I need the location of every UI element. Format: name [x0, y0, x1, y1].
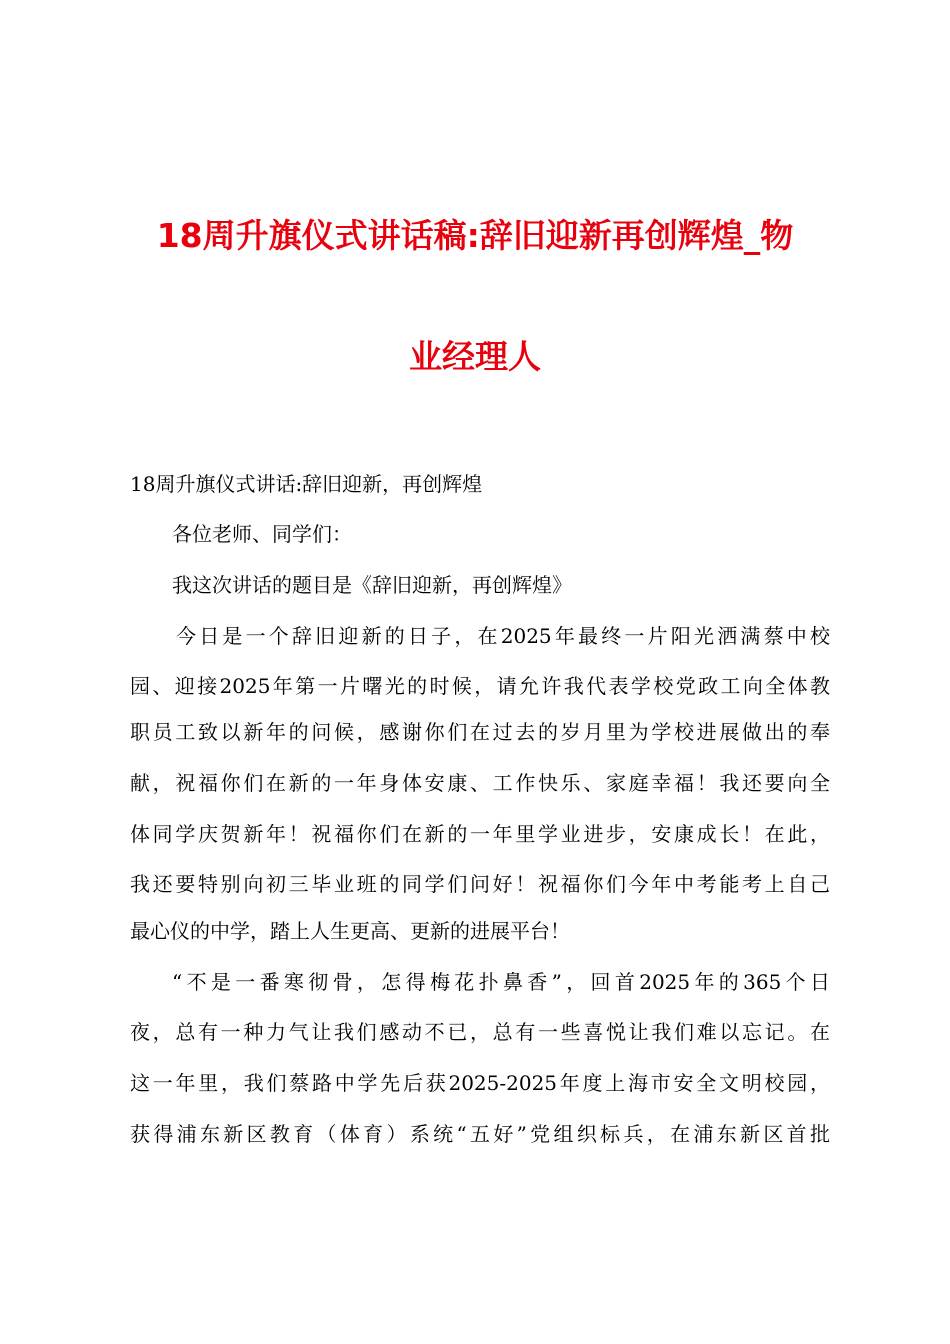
speech-topic: 我这次讲话的题目是《辞旧迎新，再创辉煌》: [172, 573, 572, 597]
document-title-line-2: 业经理人: [409, 337, 541, 376]
paragraph-1-line: 我还要特别向初三毕业班的同学们问好！祝福你们今年中考能考上自己: [130, 872, 830, 896]
paragraph-2-line: 这一年里，我们蔡路中学先后获2025-2025年度上海市安全文明校园，: [130, 1071, 830, 1095]
paragraph-2-line: 获得浦东新区教育（体育）系统“五好”党组织标兵，在浦东新区首批: [130, 1122, 830, 1146]
paragraph-1-line: 职员工致以新年的问候，感谢你们在过去的岁月里为学校进展做出的奉: [130, 720, 830, 744]
paragraph-1-line: 献，祝福你们在新的一年身体安康、工作快乐、家庭幸福！我还要向全: [130, 771, 830, 795]
paragraph-2-line: “不是一番寒彻骨，怎得梅花扑鼻香”，回首2025年的365个日: [172, 970, 830, 994]
paragraph-1-line: 体同学庆贺新年！祝福你们在新的一年里学业进步，安康成长！在此，: [130, 822, 830, 846]
paragraph-1-line: 今日是一个辞旧迎新的日子，在2025年最终一片阳光洒满蔡中校: [176, 624, 830, 648]
paragraph-1-line: 最心仪的中学，踏上人生更高、更新的进展平台！: [130, 919, 570, 943]
paragraph-1-line: 园、迎接2025年第一片曙光的时候，请允许我代表学校党政工向全体教: [130, 674, 830, 698]
salutation: 各位老师、同学们：: [172, 522, 352, 546]
paragraph-2-line: 夜，总有一种力气让我们感动不已，总有一些喜悦让我们难以忘记。在: [130, 1020, 830, 1044]
speech-heading: 18周升旗仪式讲话:辞旧迎新，再创辉煌: [130, 472, 483, 496]
document-title-line-1: 18周升旗仪式讲话稿:辞旧迎新再创辉煌_物: [156, 216, 794, 255]
